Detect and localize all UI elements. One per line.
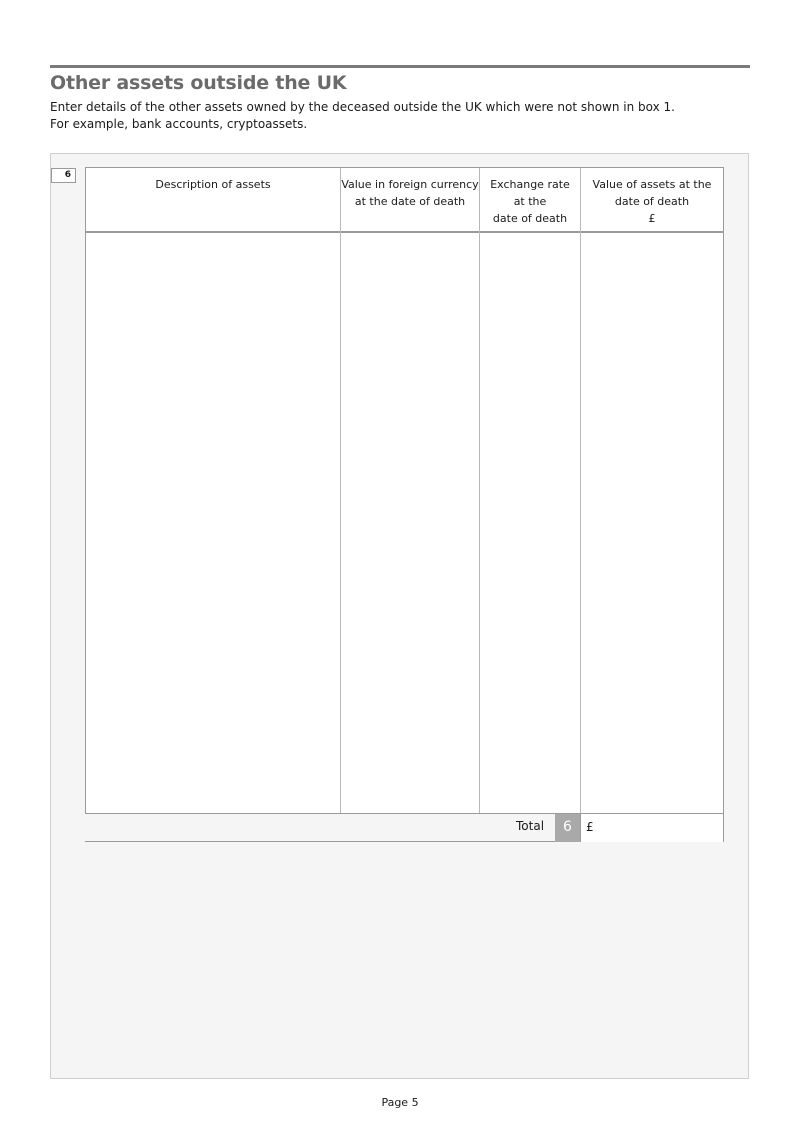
column-header-foreign-value: Value in foreign currency at the date of death [341, 178, 479, 208]
assets-table [85, 167, 724, 814]
section-title: Other assets outside the UK [50, 72, 347, 94]
section-intro [50, 99, 750, 133]
column-header-value-gbp: Value of assets at the date of death £ [592, 178, 712, 225]
exchange-rate-entry-area[interactable] [480, 233, 580, 813]
intro-line-2: For example, bank accounts, cryptoassets. [50, 117, 308, 131]
box-number-label: 6 [51, 168, 76, 183]
total-box-number: 6 [555, 814, 580, 842]
page-number: Page 5 [381, 1096, 419, 1109]
total-label: Total [516, 819, 545, 833]
intro-line-1: Enter details of the other assets owned by the deceased outside the UK which were not shown in box 1. [50, 100, 675, 114]
section-top-rule [50, 65, 750, 68]
total-value-field[interactable] [580, 814, 724, 842]
column-header-exchange-rate: Exchange rate at the date of death [490, 178, 570, 225]
foreign-value-entry-area[interactable] [341, 233, 479, 813]
description-entry-area[interactable] [86, 233, 340, 813]
currency-symbol: £ [586, 820, 594, 834]
column-header-description: Description of assets [155, 178, 271, 191]
value-gbp-entry-area[interactable] [581, 233, 723, 813]
